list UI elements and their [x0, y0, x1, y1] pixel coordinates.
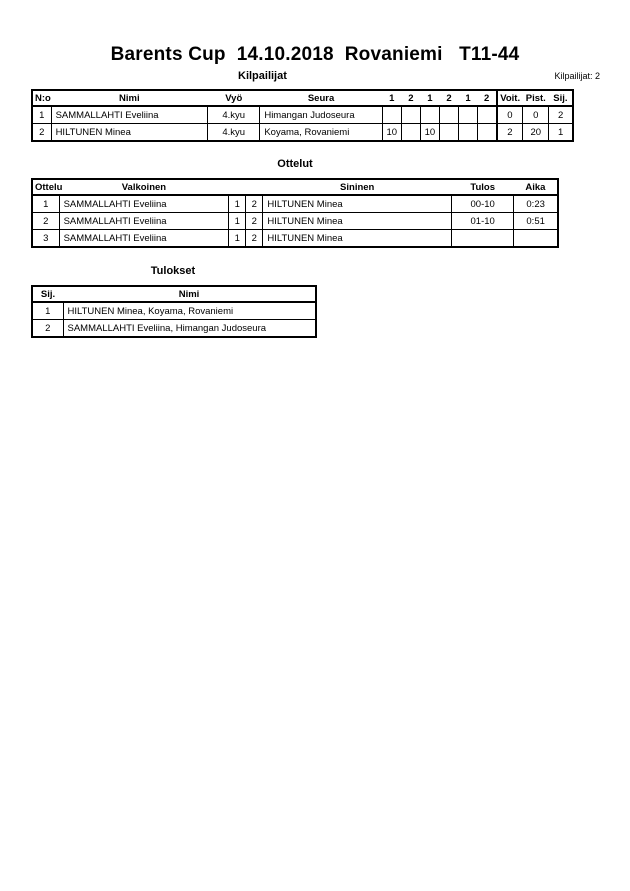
competitor-name: SAMMALLAHTI Eveliina	[51, 106, 208, 124]
match-time: 0:51	[514, 213, 558, 230]
col-header-round: 2	[401, 90, 420, 106]
results-table	[31, 285, 317, 338]
col-header-name: Nimi	[51, 90, 208, 106]
col-header-place: Sij.	[32, 286, 63, 302]
matches-header-row	[32, 179, 558, 195]
match-white-id: 1	[229, 195, 246, 213]
col-header-club: Seura	[260, 90, 382, 106]
round-score	[478, 124, 497, 142]
match-time: 0:23	[514, 195, 558, 213]
competitors-header-row	[32, 90, 573, 106]
col-header-result: Tulos	[452, 179, 514, 195]
match-result: 00-10	[452, 195, 514, 213]
col-header-wins: Voit.	[497, 90, 523, 106]
table-row	[32, 124, 573, 142]
matches-title: Ottelut	[277, 158, 313, 170]
result-place: 1	[32, 302, 63, 320]
competitor-belt: 4.kyu	[208, 106, 260, 124]
competitor-points: 20	[523, 124, 549, 142]
match-blue: HILTUNEN Minea	[263, 230, 452, 248]
col-header-white: Valkoinen	[59, 179, 229, 195]
competitor-count: Kilpailijat: 2	[554, 71, 600, 81]
match-blue: HILTUNEN Minea	[263, 213, 452, 230]
page-title: Barents Cup 14.10.2018 Rovaniemi T11-44	[110, 44, 520, 65]
round-score	[478, 106, 497, 124]
competitor-name: HILTUNEN Minea	[51, 124, 208, 142]
result-name: SAMMALLAHTI Eveliina, Himangan Judoseura	[63, 320, 316, 338]
table-row	[32, 320, 316, 338]
round-score	[401, 106, 420, 124]
competitor-wins: 0	[497, 106, 523, 124]
match-white-id: 1	[229, 230, 246, 248]
results-header-row	[32, 286, 316, 302]
match-white-id: 1	[229, 213, 246, 230]
competitors-subtitle: Kilpailijat	[238, 70, 287, 82]
col-header-name: Nimi	[63, 286, 316, 302]
competitor-club: Koyama, Rovaniemi	[260, 124, 382, 142]
match-white: SAMMALLAHTI Eveliina	[59, 213, 229, 230]
round-score	[382, 106, 401, 124]
results-title: Tulokset	[150, 265, 196, 277]
match-blue: HILTUNEN Minea	[263, 195, 452, 213]
col-header-round: 1	[382, 90, 401, 106]
match-blue-id: 2	[246, 213, 263, 230]
competitor-club: Himangan Judoseura	[260, 106, 382, 124]
match-blue-id: 2	[246, 230, 263, 248]
result-place: 2	[32, 320, 63, 338]
competitor-belt: 4.kyu	[208, 124, 260, 142]
col-header-no: N:o	[32, 90, 51, 106]
col-header-belt: Vyö	[208, 90, 260, 106]
match-white: SAMMALLAHTI Eveliina	[59, 230, 229, 248]
match-number: 2	[32, 213, 59, 230]
match-blue-id: 2	[246, 195, 263, 213]
match-result	[452, 230, 514, 248]
round-score	[420, 106, 439, 124]
col-header-place: Sij.	[549, 90, 573, 106]
col-header-time: Aika	[514, 179, 558, 195]
competitor-number: 1	[32, 106, 51, 124]
col-header-round: 2	[478, 90, 497, 106]
round-score	[401, 124, 420, 142]
match-number: 1	[32, 195, 59, 213]
round-score	[439, 124, 458, 142]
table-row	[32, 195, 558, 213]
round-score	[459, 106, 478, 124]
result-name: HILTUNEN Minea, Koyama, Rovaniemi	[63, 302, 316, 320]
competitor-wins: 2	[497, 124, 523, 142]
col-header-round: 1	[459, 90, 478, 106]
col-header-blue: Sininen	[263, 179, 452, 195]
col-header-match: Ottelu	[32, 179, 59, 195]
table-row	[32, 213, 558, 230]
match-white: SAMMALLAHTI Eveliina	[59, 195, 229, 213]
match-number: 3	[32, 230, 59, 248]
match-time	[514, 230, 558, 248]
table-row	[32, 230, 558, 248]
competitor-points: 0	[523, 106, 549, 124]
match-result: 01-10	[452, 213, 514, 230]
round-score	[459, 124, 478, 142]
round-score	[439, 106, 458, 124]
competitor-place: 2	[549, 106, 573, 124]
round-score: 10	[382, 124, 401, 142]
table-row	[32, 106, 573, 124]
matches-table	[31, 178, 559, 248]
col-header-round: 2	[439, 90, 458, 106]
col-header-points: Pist.	[523, 90, 549, 106]
col-header-round: 1	[420, 90, 439, 106]
round-score: 10	[420, 124, 439, 142]
competitor-place: 1	[549, 124, 573, 142]
competitor-number: 2	[32, 124, 51, 142]
table-row	[32, 302, 316, 320]
competitors-table	[31, 89, 574, 142]
